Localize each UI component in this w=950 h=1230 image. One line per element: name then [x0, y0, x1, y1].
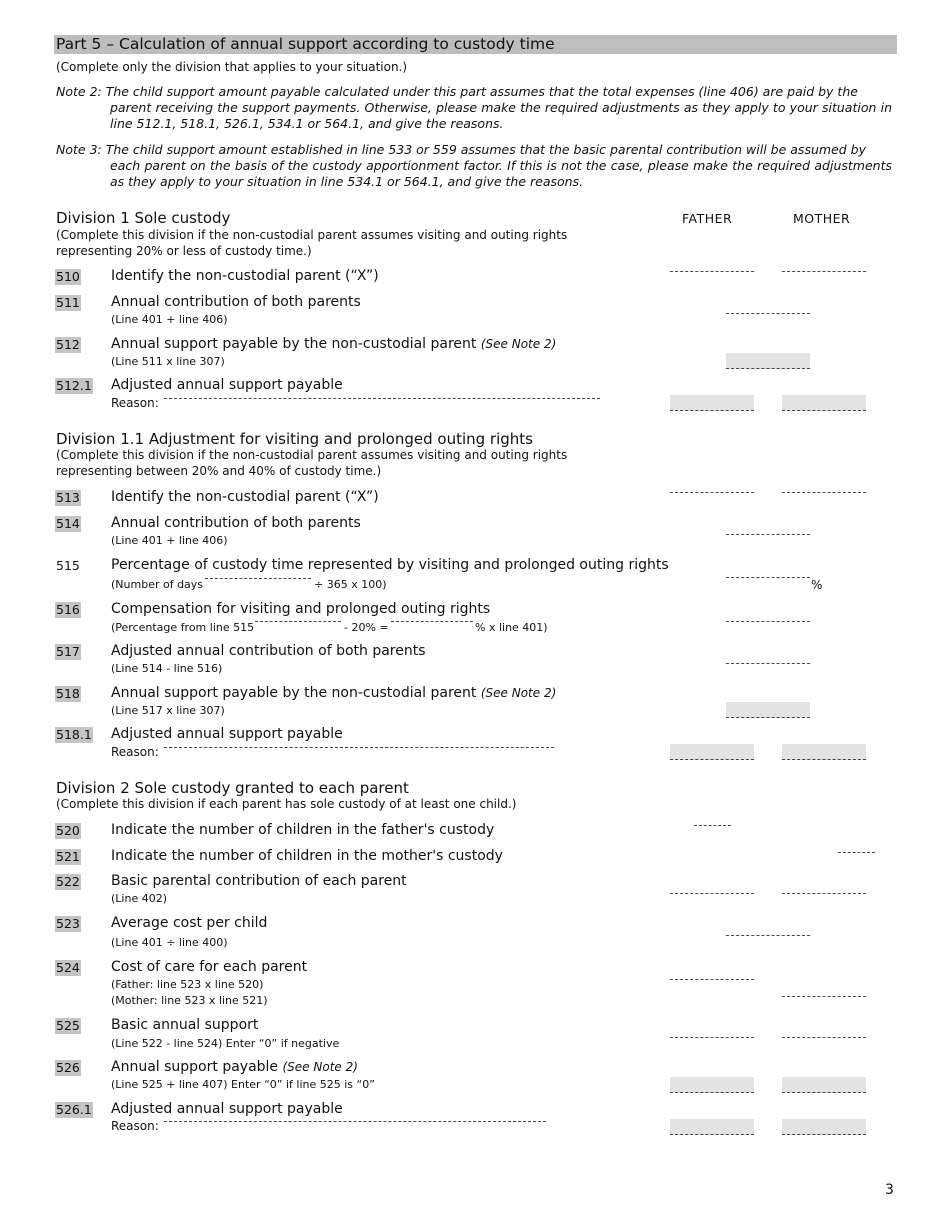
line-516-formula-c: % x line 401): [475, 621, 548, 634]
line-511-label: Annual contribution of both parents: [111, 294, 361, 310]
line-525-formula: (Line 522 - line 524) Enter “0” if negative: [111, 1037, 340, 1050]
line-513-mother-field[interactable]: [782, 491, 866, 493]
line-526-label-text: Annual support payable: [111, 1059, 279, 1075]
line-512-label-text: Annual support payable by the non-custodial parent: [111, 336, 477, 352]
line-526-1-reason-field[interactable]: [164, 1120, 546, 1122]
line-code-511: 511: [56, 295, 80, 310]
line-524-label: Cost of care for each parent: [111, 959, 308, 975]
line-512-formula: (Line 511 x line 307): [111, 355, 225, 368]
line-code-514: 514: [56, 516, 80, 531]
line-code-510: 510: [56, 269, 80, 284]
line-526-label: [111, 1059, 358, 1075]
line-511-total-field[interactable]: [726, 312, 810, 314]
line-523-formula: (Line 401 ÷ line 400): [111, 936, 228, 949]
line-511-formula: (Line 401 + line 406): [111, 313, 228, 326]
line-code-518-1: 518.1: [56, 727, 92, 742]
line-code-524: 524: [56, 960, 80, 975]
line-516-difference-field[interactable]: [391, 620, 473, 622]
line-512-1-reason-label: Reason:: [111, 396, 159, 410]
line-515-label: Percentage of custody time represented by visiting and prolonged outing rights: [111, 557, 669, 573]
line-515-formula-b: ÷ 365 x 100): [314, 578, 387, 591]
line-522-formula: (Line 402): [111, 892, 167, 905]
line-526-mother-field[interactable]: [782, 1077, 866, 1093]
division-1-title: Division 1 Sole custody: [56, 209, 231, 227]
line-522-label: Basic parental contribution of each parent: [111, 873, 407, 889]
division-2-title: Division 2 Sole custody granted to each parent: [56, 779, 409, 797]
line-516-formula-b: - 20% =: [344, 621, 389, 634]
line-510-father-field[interactable]: [670, 270, 754, 272]
line-code-521: 521: [56, 849, 80, 864]
line-code-512: 512: [56, 337, 80, 352]
division-2-desc: (Complete this division if each parent has sole custody of at least one child.): [56, 797, 517, 811]
line-526-1-label: Adjusted annual support payable: [111, 1101, 343, 1117]
division-1-1-desc-line1: (Complete this division if the non-custodial parent assumes visiting and outing rights: [56, 448, 568, 462]
part-instruction: (Complete only the division that applies to your situation.): [56, 60, 408, 74]
line-523-label: Average cost per child: [111, 915, 268, 931]
line-520-father-field[interactable]: [694, 824, 731, 826]
line-code-517: 517: [56, 644, 80, 659]
line-518-note-ref: (See Note 2): [480, 686, 557, 700]
part-title: Part 5 – Calculation of annual support according to custody time: [56, 35, 555, 53]
division-1-1-title: Division 1.1 Adjustment for visiting and prolonged outing rights: [56, 430, 533, 448]
note-2: [56, 84, 892, 132]
line-515-percent-sign: %: [811, 578, 823, 592]
line-518-1-father-field[interactable]: [670, 744, 754, 760]
line-code-513: 513: [56, 490, 80, 505]
line-code-520: 520: [56, 823, 80, 838]
line-526-1-mother-field[interactable]: [782, 1119, 866, 1135]
line-510-label: Identify the non-custodial parent (“X”): [111, 268, 379, 284]
line-512-1-label: Adjusted annual support payable: [111, 377, 343, 393]
line-526-note-ref: (See Note 2): [282, 1060, 358, 1074]
division-1-desc-line2: representing 20% or less of custody time.): [56, 244, 312, 258]
line-525-mother-field[interactable]: [782, 1036, 866, 1038]
line-525-label: Basic annual support: [111, 1017, 259, 1033]
line-512-label: [111, 336, 556, 352]
line-515-percentage-field[interactable]: [726, 576, 810, 578]
note-3-first-line: Note 3: The child support amount established in line 533 or 559 assumes that the basic parental contribution will be assumed by: [56, 142, 866, 157]
line-526-formula: (Line 525 + line 407) Enter “0” if line 525 is “0”: [111, 1078, 375, 1091]
line-512-1-father-field[interactable]: [670, 395, 754, 411]
line-515-formula-a: (Number of days: [111, 578, 204, 591]
line-517-formula: (Line 514 - line 516): [111, 662, 223, 675]
line-code-518: 518: [56, 686, 80, 701]
note-3-continuation: each parent on the basis of the custody apportionment factor. If this is not the case, please make the required adjustments as they apply to your situation in line 534.1 or 564.1, and give the reasons.: [110, 158, 892, 189]
line-code-523: 523: [56, 916, 80, 931]
line-524-formula-father: (Father: line 523 x line 520): [111, 978, 264, 991]
line-516-total-field[interactable]: [726, 620, 810, 622]
line-514-label: Annual contribution of both parents: [111, 515, 361, 531]
line-512-1-reason-field[interactable]: [164, 397, 600, 399]
line-510-mother-field[interactable]: [782, 270, 866, 272]
father-column-header: FATHER: [682, 211, 733, 226]
note-3: [56, 142, 892, 190]
line-518-total-field[interactable]: [726, 702, 810, 718]
line-code-516: 516: [56, 602, 80, 617]
division-1-desc-line1: (Complete this division if the non-custodial parent assumes visiting and outing rights: [56, 228, 568, 242]
line-520-label: Indicate the number of children in the father's custody: [111, 822, 495, 838]
line-524-mother-field[interactable]: [782, 995, 866, 997]
line-525-father-field[interactable]: [670, 1036, 754, 1038]
line-513-label: Identify the non-custodial parent (“X”): [111, 489, 379, 505]
line-512-1-mother-field[interactable]: [782, 395, 866, 411]
line-code-522: 522: [56, 874, 80, 889]
division-1-1-desc-line2: representing between 20% and 40% of custody time.): [56, 464, 382, 478]
line-514-formula: (Line 401 + line 406): [111, 534, 228, 547]
line-526-1-reason-label: Reason:: [111, 1119, 159, 1133]
note-2-first-line: Note 2: The child support amount payable calculated under this part assumes that the total expenses (line 406) are paid by the: [56, 84, 858, 99]
line-517-total-field[interactable]: [726, 662, 810, 664]
page-number: 3: [885, 1182, 894, 1198]
line-512-total-field[interactable]: [726, 353, 810, 369]
line-518-1-reason-field[interactable]: [164, 746, 554, 748]
line-518-formula: (Line 517 x line 307): [111, 704, 225, 717]
line-518-1-label: Adjusted annual support payable: [111, 726, 343, 742]
line-518-label-text: Annual support payable by the non-custodial parent: [111, 685, 477, 701]
line-517-label: Adjusted annual contribution of both parents: [111, 643, 426, 659]
line-515-days-field[interactable]: [205, 577, 311, 579]
line-512-note-ref: (See Note 2): [480, 337, 557, 351]
line-code-512-1: 512.1: [56, 378, 92, 393]
line-526-1-father-field[interactable]: [670, 1119, 754, 1135]
line-516-formula-a: (Percentage from line 515: [111, 621, 255, 634]
line-code-515: 515: [56, 558, 80, 573]
line-522-father-field[interactable]: [670, 892, 754, 894]
line-514-total-field[interactable]: [726, 533, 810, 535]
line-513-father-field[interactable]: [670, 491, 754, 493]
mother-column-header: MOTHER: [793, 211, 851, 226]
line-code-525: 525: [56, 1018, 80, 1033]
line-518-label: [111, 685, 556, 701]
line-518-1-mother-field[interactable]: [782, 744, 866, 760]
line-code-526: 526: [56, 1060, 80, 1075]
line-526-father-field[interactable]: [670, 1077, 754, 1093]
line-524-father-field[interactable]: [670, 978, 754, 980]
line-524-formula-mother: (Mother: line 523 x line 521): [111, 994, 268, 1007]
note-2-continuation: parent receiving the support payments. Otherwise, please make the required adjustments as they apply to your situation in line 512.1, 518.1, 526.1, 534.1 or 564.1, and give the reasons.: [110, 100, 892, 131]
line-521-label: Indicate the number of children in the mother's custody: [111, 848, 503, 864]
line-code-526-1: 526.1: [56, 1102, 92, 1117]
line-523-total-field[interactable]: [726, 934, 810, 936]
line-516-percentage-field[interactable]: [255, 620, 341, 622]
line-518-1-reason-label: Reason:: [111, 745, 159, 759]
line-516-label: Compensation for visiting and prolonged outing rights: [111, 601, 491, 617]
line-521-mother-field[interactable]: [838, 851, 875, 853]
line-522-mother-field[interactable]: [782, 892, 866, 894]
